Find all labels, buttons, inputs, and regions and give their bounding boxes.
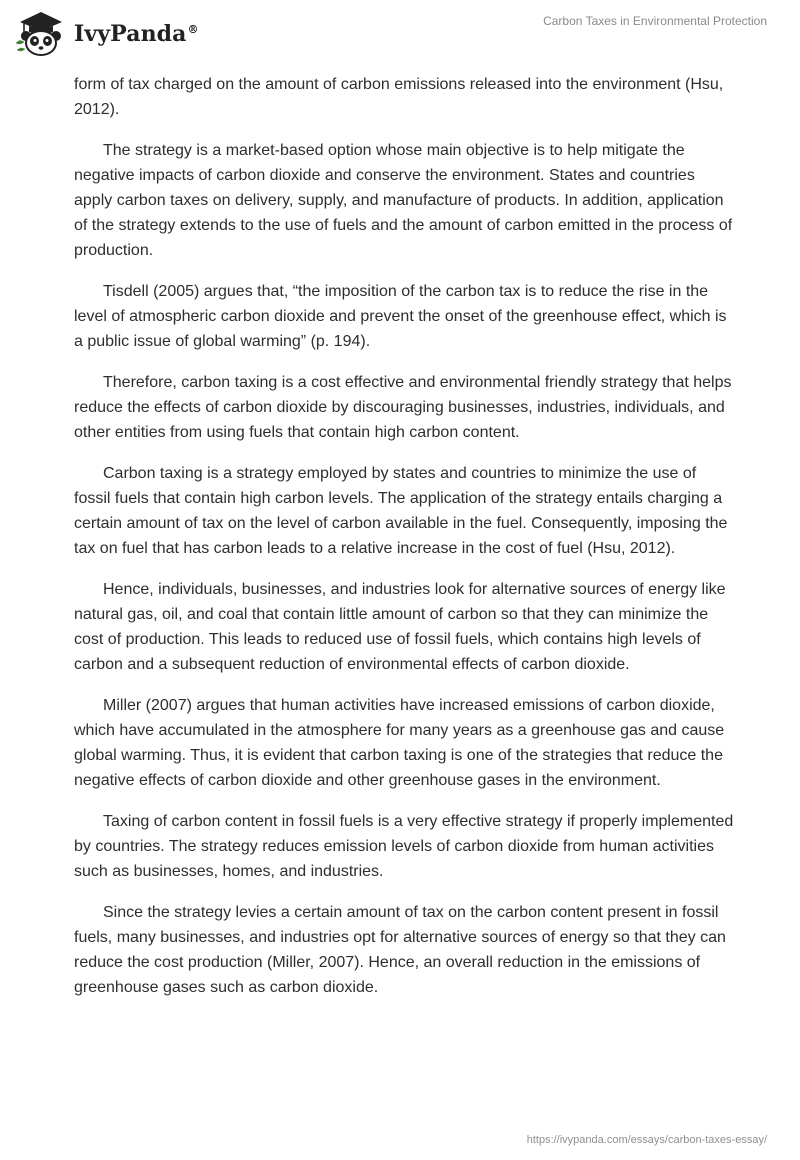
paragraph: The strategy is a market-based option whose main objective is to help mitigate the negative impacts of carbon dioxide and conserve the environment. States and countries apply carbon taxes on delivery, supply, and manufacture of products. In addition, application of the strategy extends to the use of fuels and the amount of carbon emitted in the process of production. [74, 142, 733, 259]
document-title: Carbon Taxes in Environmental Protection [543, 14, 767, 28]
paragraph: Tisdell (2005) argues that, “the imposition of the carbon tax is to reduce the rise in the level of atmospheric carbon dioxide and prevent the onset of the greenhouse effect, which is a public issue of global warming” (p. 194). [74, 283, 727, 350]
paragraph: Taxing of carbon content in fossil fuels is a very effective strategy if properly implemented by countries. The strategy reduces emission levels of carbon dioxide from human activities such as businesses, homes, and industries. [74, 813, 734, 880]
essay-body [74, 72, 734, 1016]
logo-text: IvyPanda® [74, 21, 199, 47]
panda-graduation-cap-icon [14, 9, 66, 57]
paragraph: Carbon taxing is a strategy employed by states and countries to minimize the use of fossil fuels that contain high carbon levels. The application of the strategy entails charging a certain amount of tax on the level of carbon available in the fuel. Consequently, imposing the tax on fuel that has carbon leads to a relative increase in the cost of fuel (Hsu, 2012). [74, 465, 728, 557]
paragraph: Since the strategy levies a certain amount of tax on the carbon content present in fossil fuels, many businesses, and industries opt for alternative sources of energy so that they can reduce the cost production (Miller, 2007). Hence, an overall reduction in the emissions of greenhouse gases such as carbon dioxide. [74, 904, 726, 996]
source-url[interactable]: https://ivypanda.com/essays/carbon-taxes-essay/ [526, 1134, 767, 1146]
page-header [0, 0, 800, 70]
paragraph: Therefore, carbon taxing is a cost effective and environmental friendly strategy that helps reduce the effects of carbon dioxide by discouraging businesses, industries, individuals, and other entities from using fuels that contain high carbon content. [74, 374, 732, 441]
logo[interactable] [14, 8, 199, 58]
paragraph: form of tax charged on the amount of carbon emissions released into the environment (Hsu, 2012). [74, 76, 724, 118]
paragraph: Hence, individuals, businesses, and industries look for alternative sources of energy like natural gas, oil, and coal that contain little amount of carbon so that they can minimize the cost of production. This leads to reduced use of fossil fuels, which contains high levels of carbon and a subsequent reduction of environmental effects of carbon dioxide. [74, 581, 726, 673]
paragraph: Miller (2007) argues that human activities have increased emissions of carbon dioxide, which have accumulated in the atmosphere for many years as a greenhouse gas and cause global warming. Thus, it is evident that carbon taxing is one of the strategies that reduce the negative effects of carbon dioxide and other greenhouse gases in the environment. [74, 697, 725, 789]
